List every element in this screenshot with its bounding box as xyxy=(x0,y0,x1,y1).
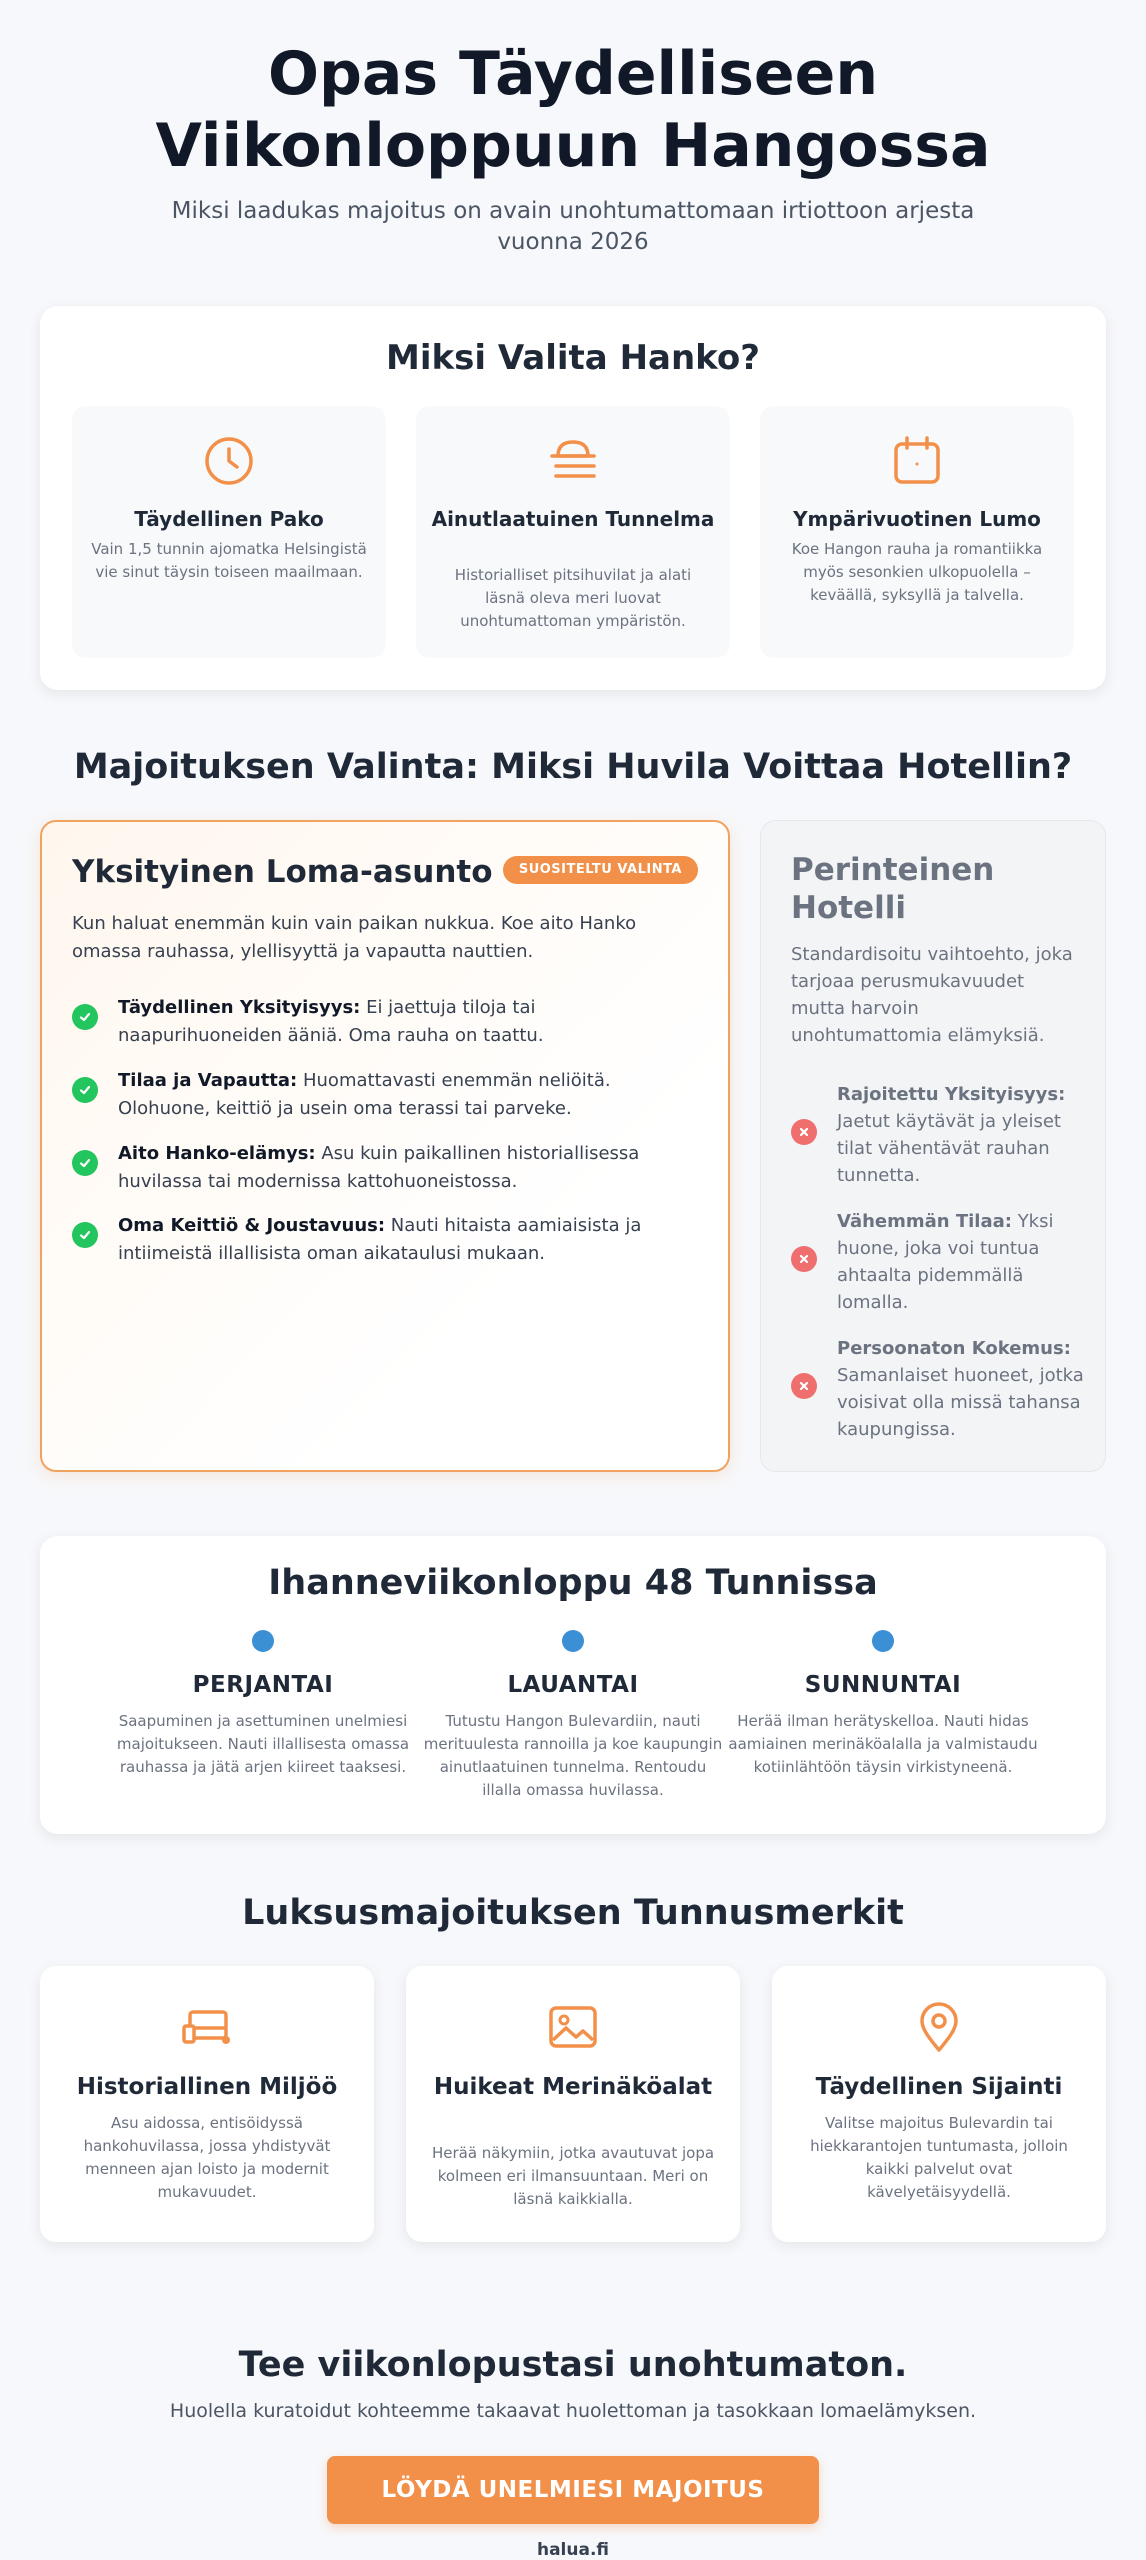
feature-card-atmosphere xyxy=(416,406,730,658)
day-name: LAUANTAI xyxy=(507,1672,639,1698)
luxury-card-history xyxy=(40,1966,374,2242)
cross-icon xyxy=(791,1373,817,1399)
accommodation-title: Majoituksen Valinta: Miksi Huvila Voittaa Hotellin? xyxy=(73,747,1073,787)
timeline-dot xyxy=(872,1630,894,1652)
feature-title: Täydellinen Pako xyxy=(134,507,324,531)
feature-text: Historialliset pitsihuvilat ja alati läsnä oleva meri luovat unohtumattoman ympäristön. xyxy=(454,566,692,630)
luxury-card-sea-views xyxy=(406,1966,740,2242)
day-name: PERJANTAI xyxy=(192,1672,334,1698)
drawback-text: Samanlaiset huoneet, jotka voisivat olla missä tahansa kaupungissa. xyxy=(837,1365,1084,1440)
luxury-item-title: Huikeat Merinäköalat xyxy=(433,2074,713,2100)
cta-subtitle: Huolella kuratoidut kohteemme takaavat huolettoman ja tasokkaan lomaelämyksen. xyxy=(169,2400,977,2422)
drawback-label: Rajoitettu Yksityisyys: xyxy=(837,1084,1066,1105)
recommended-badge: SUOSITELTU VALINTA xyxy=(503,856,698,884)
clock-icon xyxy=(202,434,256,488)
villa-title: Yksityinen Loma-asunto xyxy=(72,854,493,890)
feature-text: Vain 1,5 tunnin ajomatka Helsingistä vie sinut täysin toiseen maailmaan. xyxy=(91,540,367,581)
calendar-icon xyxy=(890,434,944,488)
timeline-dot xyxy=(252,1630,274,1652)
day-text: Herää ilman herätyskelloa. Nauti hidas aamiainen merinäköalalla ja valmistaudu kotiinlähtöön täysin virkistyneenä. xyxy=(728,1712,1038,1776)
check-icon xyxy=(72,1222,98,1248)
hotel-drawback-item xyxy=(791,1335,1085,1443)
page-title: Opas Täydelliseen Viikonloppuun Hangossa xyxy=(155,39,991,181)
villa-card xyxy=(40,820,730,1472)
benefit-label: Tilaa ja Vapautta: xyxy=(118,1070,298,1091)
hotel-card xyxy=(760,820,1106,1472)
drawback-text: Jaetut käytävät ja yleiset tilat vähentävät rauhan tunnetta. xyxy=(837,1111,1061,1186)
feature-card-escape xyxy=(72,406,386,658)
luxury-item-text: Herää näkymiin, jotka avautuvat jopa kolmeen eri ilmansuuntaan. Meri on läsnä kaikkialla. xyxy=(431,2144,715,2208)
feature-card-year-round xyxy=(760,406,1074,658)
benefit-text: Asu kuin paikallinen historiallisessa huvilassa tai modernissa kattohuoneistossa. xyxy=(118,1143,640,1192)
benefit-label: Aito Hanko-elämys: xyxy=(118,1143,316,1164)
day-text: Tutustu Hangon Bulevardiin, nauti merituulesta rannoilla ja koe kaupungin ainutlaatuinen tunnelma. Rentoudu illalla omassa huvilassa. xyxy=(423,1712,723,1799)
timeline-day-saturday xyxy=(418,1630,728,1802)
villa-intro: Kun haluat enemmän kuin vain paikan nukkua. Koe aito Hanko omassa rauhassa, ylellisyyttä ja vapautta nauttien. xyxy=(72,913,637,962)
day-text: Saapuminen ja asettuminen unelmiesi majoitukseen. Nauti illallisesta omassa rauhassa ja jätä arjen kiireet taaksesi. xyxy=(116,1712,410,1776)
drawback-text: Yksi huone, joka voi tuntua ahtaalta pidemmällä lomalla. xyxy=(837,1211,1054,1313)
luxury-card-location xyxy=(772,1966,1106,2242)
timeline-day-sunday xyxy=(728,1630,1038,1779)
timeline-dot xyxy=(562,1630,584,1652)
check-icon xyxy=(72,1150,98,1176)
check-icon xyxy=(72,1004,98,1030)
cta-title: Tee viikonlopustasi unohtumaton. xyxy=(238,2345,908,2385)
cross-icon xyxy=(791,1246,817,1272)
luxury-item-title: Historiallinen Miljöö xyxy=(76,2074,338,2100)
find-accommodation-button[interactable]: LÖYDÄ UNELMIESI MAJOITUS xyxy=(327,2456,819,2524)
villa-benefit-item xyxy=(72,1212,688,1268)
luxury-item-text: Valitse majoitus Bulevardin tai hiekkarantojen tuntumasta, jolloin kaikki palvelut ovat kävelyetäisyydellä. xyxy=(810,2114,1068,2201)
benefit-text: Ei jaettuja tiloja tai naapurihuoneiden ääniä. Oma rauha on taattu. xyxy=(118,997,544,1046)
villa-benefit-item xyxy=(72,994,688,1050)
villa-benefit-item xyxy=(72,1140,688,1196)
layers-icon xyxy=(546,434,600,488)
benefit-text: Huomattavasti enemmän neliöitä. Olohuone, keittiö ja usein oma terassi tai parveke. xyxy=(118,1070,611,1119)
luxury-item-title: Täydellinen Sijainti xyxy=(815,2074,1063,2100)
benefit-label: Täydellinen Yksityisyys: xyxy=(118,997,361,1018)
feature-title: Ainutlaatuinen Tunnelma xyxy=(431,507,715,531)
hotel-intro: Standardisoitu vaihtoehto, joka tarjoaa perusmukavuudet mutta harvoin unohtumattomia elämyksiä. xyxy=(791,944,1073,1046)
day-name: SUNNUNTAI xyxy=(804,1672,962,1698)
villa-benefit-item xyxy=(72,1067,688,1123)
cross-icon xyxy=(791,1119,817,1145)
feature-title: Ympärivuotinen Lumo xyxy=(793,507,1041,531)
hotel-drawback-item xyxy=(791,1081,1085,1189)
timeline-title: Ihanneviikonloppu 48 Tunnissa xyxy=(268,1563,878,1603)
feature-text: Koe Hangon rauha ja romantiikka myös sesonkien ulkopuolella – keväällä, syksyllä ja talvella. xyxy=(791,540,1043,604)
drawback-label: Persoonaton Kokemus: xyxy=(837,1338,1071,1359)
why-hanko-title: Miksi Valita Hanko? xyxy=(386,338,760,378)
timeline-day-friday xyxy=(108,1630,418,1779)
hotel-title: Perinteinen Hotelli xyxy=(791,852,995,926)
drawback-label: Vähemmän Tilaa: xyxy=(837,1211,1012,1232)
hotel-drawback-item xyxy=(791,1208,1085,1316)
benefit-label: Oma Keittiö & Joustavuus: xyxy=(118,1215,386,1236)
brand-link[interactable]: halua.fi xyxy=(536,2540,610,2560)
location-pin-icon xyxy=(912,2000,966,2054)
sofa-icon xyxy=(180,2000,234,2054)
luxury-title: Luksusmajoituksen Tunnusmerkit xyxy=(242,1893,904,1933)
weekend-timeline-section xyxy=(40,1536,1106,1834)
luxury-item-text: Asu aidossa, entisöidyssä hankohuvilassa, jossa yhdistyvät menneen ajan loisto ja modernit mukavuudet. xyxy=(83,2114,331,2201)
why-hanko-section xyxy=(40,306,1106,690)
image-icon xyxy=(546,2000,600,2054)
benefit-text: Nauti hitaista aamiaisista ja intiimeistä illallisista oman aikataulusi mukaan. xyxy=(118,1215,642,1264)
check-icon xyxy=(72,1077,98,1103)
page-subtitle: Miksi laadukas majoitus on avain unohtumattomaan irtiottoon arjesta vuonna 2026 xyxy=(171,198,975,255)
